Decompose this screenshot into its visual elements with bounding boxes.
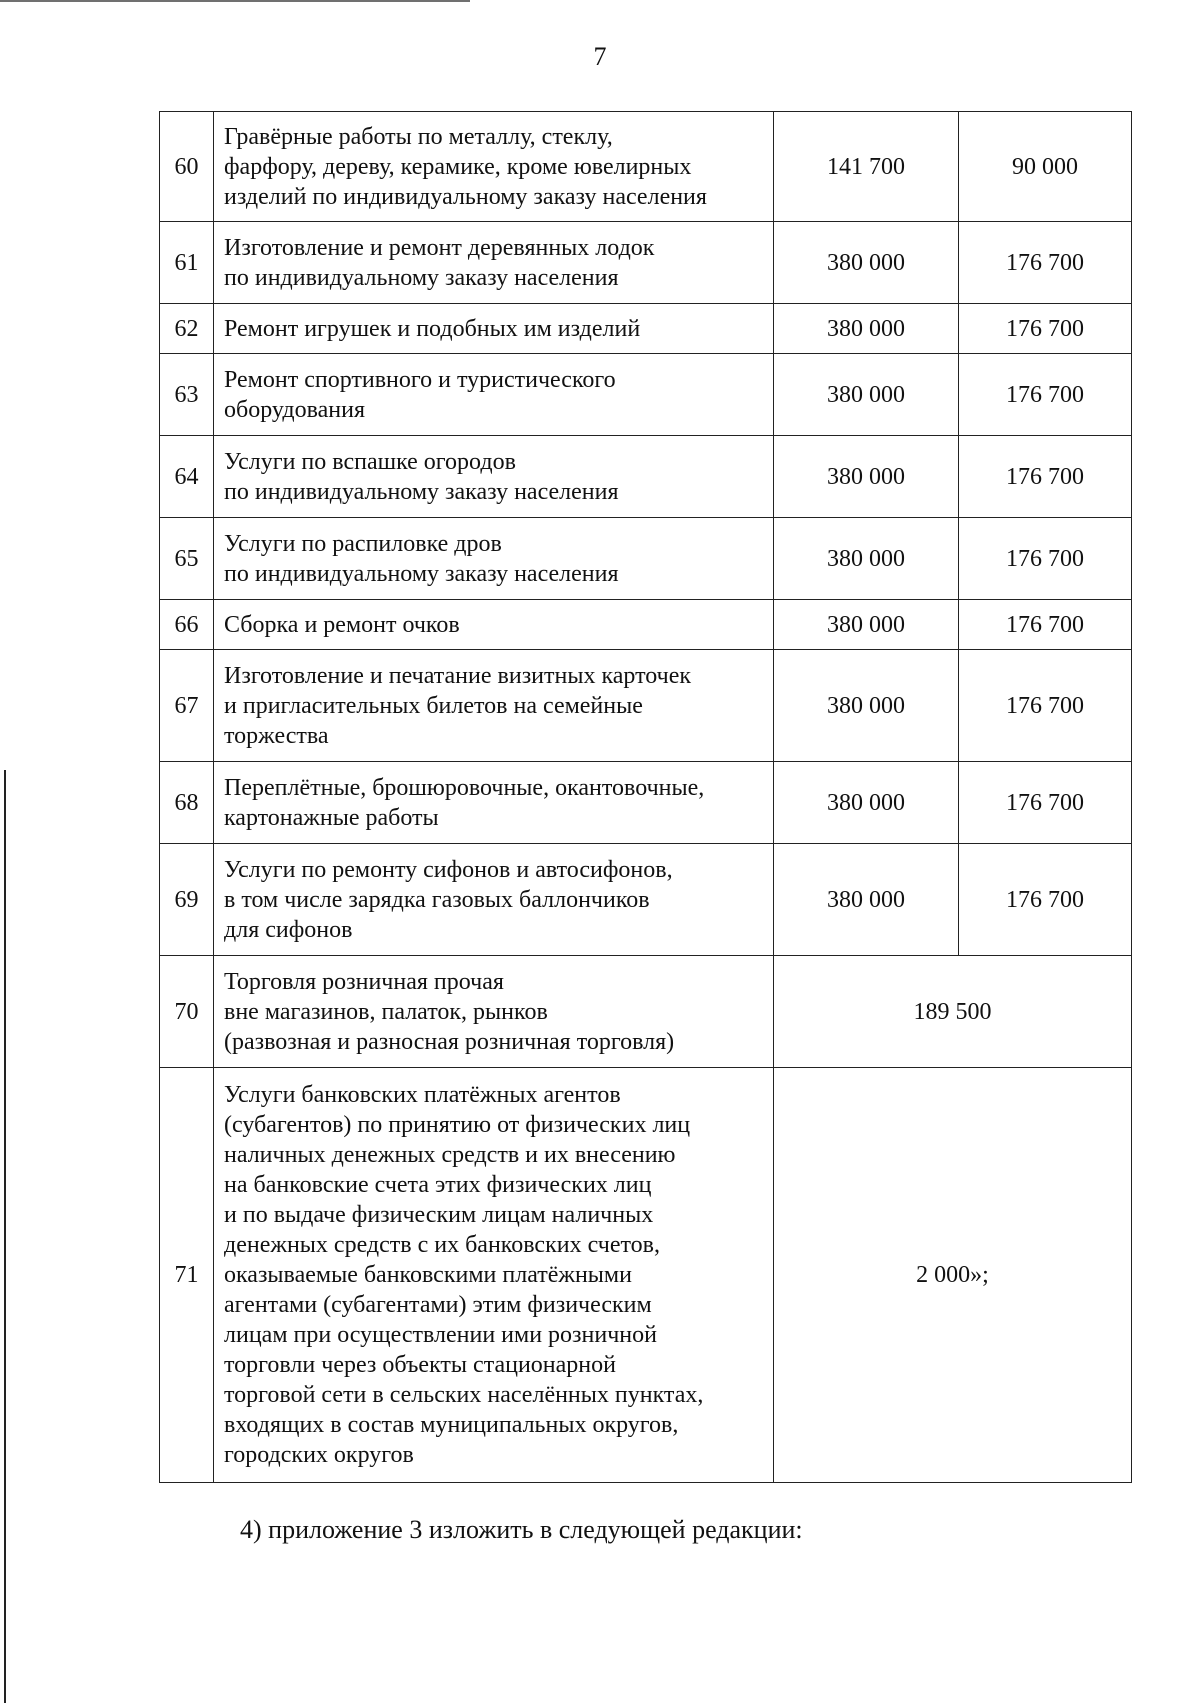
row-number: 63 bbox=[160, 354, 214, 436]
row-number: 67 bbox=[160, 650, 214, 762]
activity-name-line: денежных средств с их банковских счетов, bbox=[224, 1232, 660, 1258]
activity-name-line: оборудования bbox=[224, 396, 365, 423]
activity-name-line: в том числе зарядка газовых баллончиков bbox=[224, 886, 650, 913]
activity-name-cell bbox=[214, 354, 774, 436]
activity-name-line: Изготовление и печатание визитных карточек bbox=[224, 662, 692, 689]
activity-name-line: по индивидуальному заказу населения bbox=[224, 478, 619, 505]
scan-artifact-top-line bbox=[0, 0, 470, 2]
row-number: 61 bbox=[160, 222, 214, 304]
row-number: 62 bbox=[160, 304, 214, 354]
table-row bbox=[160, 222, 1132, 304]
activity-name-cell bbox=[214, 650, 774, 762]
value-column-2: 176 700 bbox=[959, 844, 1132, 956]
value-column-2: 176 700 bbox=[959, 436, 1132, 518]
activity-name-line: торжества bbox=[224, 722, 329, 749]
activity-name-line: Услуги по вспашке огородов bbox=[224, 448, 516, 475]
activity-name-line: Ремонт игрушек и подобных им изделий bbox=[224, 315, 641, 342]
activity-name-cell bbox=[214, 762, 774, 844]
activity-name-line: картонажные работы bbox=[224, 804, 439, 831]
merged-value-cell: 189 500 bbox=[774, 956, 1132, 1068]
tariff-table-body bbox=[160, 112, 1132, 1483]
value-column-1: 380 000 bbox=[774, 436, 959, 518]
value-column-1: 380 000 bbox=[774, 762, 959, 844]
value-column-2: 176 700 bbox=[959, 650, 1132, 762]
value-column-1: 141 700 bbox=[774, 112, 959, 222]
activity-name-cell bbox=[214, 304, 774, 354]
value-column-2: 176 700 bbox=[959, 518, 1132, 600]
page-number: 7 bbox=[593, 42, 607, 71]
table-row bbox=[160, 112, 1132, 222]
activity-name-line: Торговля розничная прочая bbox=[224, 968, 504, 995]
activity-name-line: Изготовление и ремонт деревянных лодок bbox=[224, 234, 655, 261]
activity-name-cell bbox=[214, 518, 774, 600]
value-column-2: 176 700 bbox=[959, 304, 1132, 354]
table-row bbox=[160, 762, 1132, 844]
activity-name-line: фарфору, дереву, керамике, кроме ювелирных bbox=[224, 153, 692, 180]
activity-name-line: оказываемые банковскими платёжными bbox=[224, 1262, 632, 1288]
value-column-1: 380 000 bbox=[774, 844, 959, 956]
value-column-1: 380 000 bbox=[774, 222, 959, 304]
value-column-1: 380 000 bbox=[774, 650, 959, 762]
activity-name-line: наличных денежных средств и их внесению bbox=[224, 1142, 676, 1168]
value-column-2: 176 700 bbox=[959, 762, 1132, 844]
row-number: 68 bbox=[160, 762, 214, 844]
activity-name-line: входящих в состав муниципальных округов, bbox=[224, 1412, 679, 1438]
table-row bbox=[160, 600, 1132, 650]
activity-name-line: по индивидуальному заказу населения bbox=[224, 264, 619, 291]
row-number: 66 bbox=[160, 600, 214, 650]
row-number: 70 bbox=[160, 956, 214, 1068]
value-column-2: 176 700 bbox=[959, 600, 1132, 650]
value-column-2: 176 700 bbox=[959, 354, 1132, 436]
activity-name-line: на банковские счета этих физических лиц bbox=[224, 1172, 652, 1198]
table-row bbox=[160, 436, 1132, 518]
table-row bbox=[160, 844, 1132, 956]
activity-name-line: Услуги банковских платёжных агентов bbox=[224, 1082, 621, 1108]
value-column-1: 380 000 bbox=[774, 518, 959, 600]
activity-name-line: Гравёрные работы по металлу, стеклу, bbox=[224, 123, 613, 150]
activity-name-line: (развозная и разносная розничная торговля) bbox=[224, 1028, 675, 1055]
activity-name-cell bbox=[214, 844, 774, 956]
activity-name-line: лицам при осуществлении ими розничной bbox=[224, 1322, 657, 1348]
activity-name-cell bbox=[214, 222, 774, 304]
table-row bbox=[160, 650, 1132, 762]
footer-instruction: 4) приложение 3 изложить в следующей редакции: bbox=[240, 1515, 803, 1544]
value-column-1: 380 000 bbox=[774, 354, 959, 436]
activity-name-line: городских округов bbox=[224, 1442, 414, 1468]
activity-name-line: Услуги по распиловке дров bbox=[224, 530, 502, 557]
row-number: 71 bbox=[160, 1068, 214, 1483]
value-column-2: 176 700 bbox=[959, 222, 1132, 304]
activity-name-cell bbox=[214, 436, 774, 518]
value-column-1: 380 000 bbox=[774, 304, 959, 354]
row-number: 65 bbox=[160, 518, 214, 600]
activity-name-line: (субагентов) по принятию от физических лиц bbox=[224, 1112, 691, 1138]
table-row bbox=[160, 518, 1132, 600]
value-column-2: 90 000 bbox=[959, 112, 1132, 222]
activity-name-line: для сифонов bbox=[224, 916, 353, 943]
tariff-table bbox=[159, 111, 1132, 1483]
activity-name-line: торговой сети в сельских населённых пунктах, bbox=[224, 1382, 704, 1408]
scan-artifact-left-edge bbox=[4, 770, 6, 1703]
activity-name-line: торговли через объекты стационарной bbox=[224, 1352, 616, 1378]
activity-name-line: и по выдаче физическим лицам наличных bbox=[224, 1202, 654, 1228]
activity-name-line: Сборка и ремонт очков bbox=[224, 611, 460, 638]
activity-name-cell bbox=[214, 1068, 774, 1483]
activity-name-line: по индивидуальному заказу населения bbox=[224, 560, 619, 587]
activity-name-line: и пригласительных билетов на семейные bbox=[224, 692, 643, 719]
row-number: 64 bbox=[160, 436, 214, 518]
activity-name-cell bbox=[214, 600, 774, 650]
table-row bbox=[160, 956, 1132, 1068]
merged-value-cell: 2 000»; bbox=[774, 1068, 1132, 1483]
table-row bbox=[160, 1068, 1132, 1483]
activity-name-line: агентами (субагентами) этим физическим bbox=[224, 1292, 652, 1318]
activity-name-line: Услуги по ремонту сифонов и автосифонов, bbox=[224, 856, 673, 883]
activity-name-line: Переплётные, брошюровочные, окантовочные, bbox=[224, 774, 705, 801]
table-row bbox=[160, 354, 1132, 436]
activity-name-cell bbox=[214, 112, 774, 222]
table-row bbox=[160, 304, 1132, 354]
activity-name-line: Ремонт спортивного и туристического bbox=[224, 366, 616, 393]
row-number: 60 bbox=[160, 112, 214, 222]
activity-name-line: вне магазинов, палаток, рынков bbox=[224, 998, 548, 1025]
value-column-1: 380 000 bbox=[774, 600, 959, 650]
activity-name-cell bbox=[214, 956, 774, 1068]
row-number: 69 bbox=[160, 844, 214, 956]
activity-name-line: изделий по индивидуальному заказу населения bbox=[224, 183, 707, 210]
